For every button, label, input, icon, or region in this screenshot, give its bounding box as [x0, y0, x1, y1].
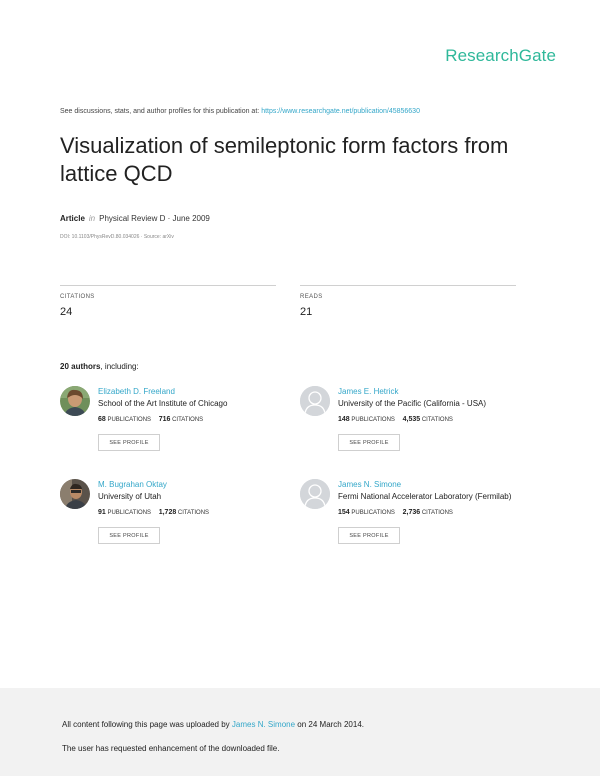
authors-count: 20 authors [60, 362, 101, 371]
see-profile-button[interactable]: SEE PROFILE [98, 434, 160, 451]
authors-heading [60, 362, 139, 371]
author-institution: School of the Art Institute of Chicago [98, 399, 228, 408]
citations-label: CITATIONS [177, 510, 210, 516]
author-avatar[interactable] [300, 386, 330, 416]
see-profile-button[interactable]: SEE PROFILE [338, 434, 400, 451]
citations-count: 1,728 [158, 509, 177, 516]
author-institution: University of Utah [98, 492, 162, 501]
reads-count: 21 [300, 306, 313, 318]
author-card [60, 479, 300, 559]
uploader-link[interactable]: James N. Simone [231, 720, 296, 729]
see-profile-button[interactable]: SEE PROFILE [338, 527, 400, 544]
publication-venue: Physical Review D · June 2009 [99, 214, 210, 223]
publications-label: PUBLICATIONS [107, 510, 152, 516]
author-stats [98, 509, 209, 516]
publication-doi: DOI: 10.1103/PhysRevD.80.034026 · Source: arXiv [60, 234, 174, 240]
publication-meta [60, 214, 210, 223]
author-institution: University of the Pacific (California - USA) [338, 399, 487, 408]
publications-label: PUBLICATIONS [351, 510, 395, 516]
citations-count: 4,535 [402, 416, 421, 423]
see-profile-button[interactable]: SEE PROFILE [98, 527, 160, 544]
publication-type: Article [60, 214, 85, 223]
footer-panel [0, 688, 600, 776]
reads-label: READS [300, 294, 323, 300]
author-avatar[interactable] [300, 479, 330, 509]
author-stats [338, 416, 453, 423]
publication-link[interactable]: https://www.researchgate.net/publication/45856630 [261, 108, 420, 115]
citations-divider [60, 285, 276, 286]
in-word: in [88, 214, 96, 223]
author-stats [338, 509, 453, 516]
publications-count: 91 [98, 509, 106, 516]
upload-notice [62, 720, 364, 729]
citations-label: CITATIONS [60, 294, 95, 300]
author-institution: Fermi National Accelerator Laboratory (Fermilab) [338, 492, 512, 501]
author-name[interactable]: Elizabeth D. Freeland [98, 387, 175, 396]
author-name[interactable]: James N. Simone [338, 480, 402, 489]
publication-title: Visualization of semileptonic form factors from lattice QCD [60, 133, 509, 186]
publications-label: PUBLICATIONS [107, 417, 152, 423]
author-stats [98, 416, 203, 423]
avatar-photo-icon [60, 386, 90, 416]
citations-label: CITATIONS [421, 417, 453, 423]
author-avatar[interactable] [60, 386, 90, 416]
publications-label: PUBLICATIONS [351, 417, 395, 423]
author-name[interactable]: M. Bugrahan Oktay [98, 480, 167, 489]
author-avatar[interactable] [60, 479, 90, 509]
publications-count: 68 [98, 416, 106, 423]
author-name[interactable]: James E. Hetrick [338, 387, 399, 396]
citations-count: 24 [60, 306, 73, 318]
reads-divider [300, 285, 516, 286]
default-avatar-icon [300, 479, 330, 509]
citations-count: 716 [158, 416, 171, 423]
author-card [300, 479, 540, 559]
avatar-photo-icon [60, 479, 90, 509]
researchgate-logo[interactable]: ResearchGate [445, 46, 556, 65]
upload-suffix: on 24 March 2014. [297, 720, 364, 729]
authors-suffix: , including: [100, 362, 139, 371]
discussion-line [60, 108, 420, 115]
discussion-text: See discussions, stats, and author profiles for this publication at: [60, 108, 260, 115]
citations-label: CITATIONS [172, 417, 204, 423]
citations-count: 2,736 [402, 509, 421, 516]
upload-prefix: All content following this page was uploaded by [62, 720, 230, 729]
enhancement-notice: The user has requested enhancement of the downloaded file. [62, 744, 280, 753]
author-card [300, 386, 540, 466]
author-card [60, 386, 300, 466]
citations-label: CITATIONS [421, 510, 453, 516]
publications-count: 148 [338, 416, 350, 423]
publications-count: 154 [338, 509, 350, 516]
default-avatar-icon [300, 386, 330, 416]
